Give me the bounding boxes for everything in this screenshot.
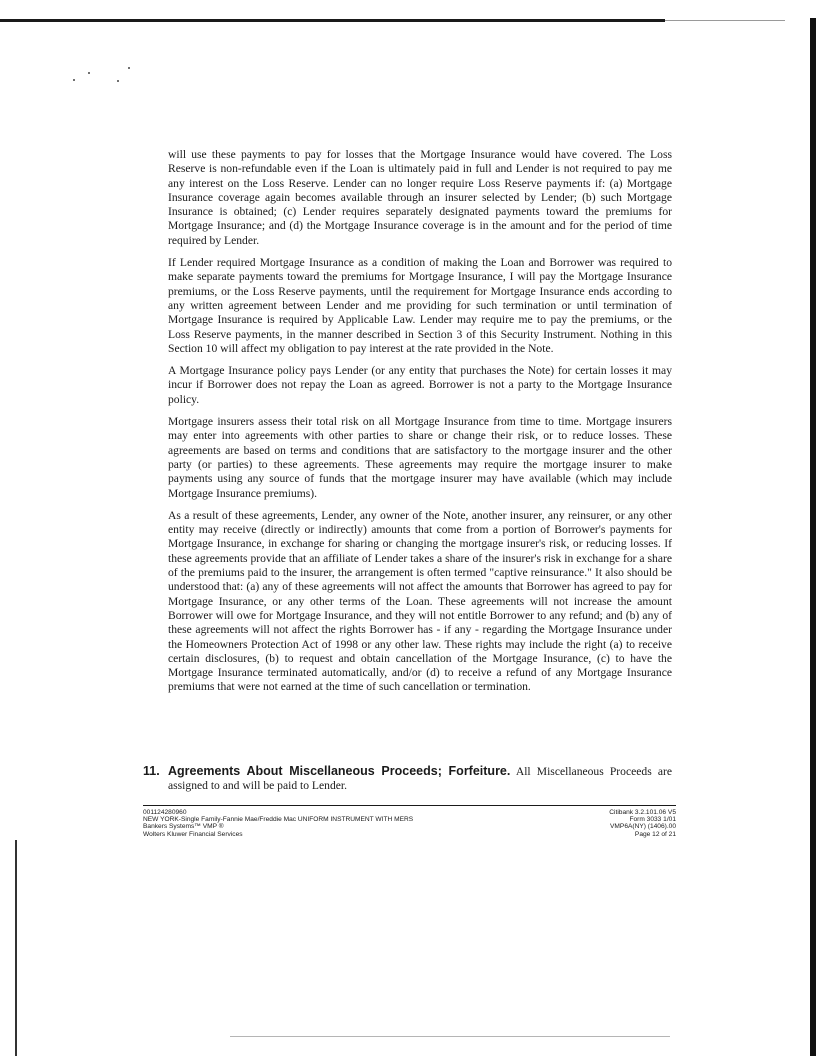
scan-border-top-faint xyxy=(665,20,785,21)
paragraph-loss-reserve: will use these payments to pay for losses that the Mortgage Insurance would have covered. The Loss Reserve is non-refundable even if the Loan is ultimately paid in full and Lender is not required to pay me any interest on the Loss Reserve. Lender can no longer require Loss Reserve payments if: (a) Mortgage Insurance coverage again becomes available through an insurer selected by Lender; (b) such Mortgage Insurance is obtained; (c) Lender requires separately designated payments toward the premiums for Mortgage Insurance; and (d) the Mortgage Insurance coverage is in the amount and for the period of time required by Lender. xyxy=(168,148,672,247)
publisher-name: Wolters Kluwer Financial Services xyxy=(143,830,243,838)
vmp-code: VMP6A(NY) (1406).00 xyxy=(610,823,676,831)
scan-speck xyxy=(128,67,130,69)
section-11 xyxy=(143,764,672,794)
paragraph-mortgage-insurers-risk: Mortgage insurers assess their total risk on all Mortgage Insurance from time to time. Mortgage insurers may enter into agreements with other parties to share or change their risk, or to reduce losses. These agreements are based on terms and conditions that are satisfactory to the mortgage insurer and the other party (or parties) to these agreements. These agreements may require the mortgage insurer to make payments using any source of funds that the mortgage insurer may have available (which may include Mortgage Insurance premiums). xyxy=(168,415,672,500)
scan-speck xyxy=(88,72,90,74)
section-number: 11. xyxy=(143,764,160,778)
footer-rule xyxy=(143,805,676,806)
scan-border-left xyxy=(15,840,17,1056)
page-number: Page 12 of 21 xyxy=(634,830,676,838)
scan-border-bottom xyxy=(230,1036,670,1037)
publisher-line: Bankers Systems™ VMP ® xyxy=(143,823,224,831)
scan-border-top xyxy=(0,19,665,22)
paragraph-mortgage-insurance-policy: A Mortgage Insurance policy pays Lender (or any entity that purchases the Note) for certain losses it may incur if Borrower does not repay the Loan as agreed. Borrower is not a party to the Mortgage Insurance policy. xyxy=(168,364,672,406)
paragraph-agreements-result: As a result of these agreements, Lender, any owner of the Note, another insurer, any reinsurer, or any other entity may receive (directly or indirectly) amounts that come from a portion of Borrower's payments for Mortgage Insurance, in exchange for sharing or changing the mortgage insurer's risk, or reducing losses. If these agreements provide that an affiliate of Lender takes a share of the insurer's risk in exchange for a share of the premiums paid to the insurer, the arrangement is often termed "captive reinsurance." It also should be understood that: (a) any of these agreements will not affect the amounts that Borrower has agreed to pay for Mortgage Insurance, or any other terms of the Loan. These agreements will not increase the amount Borrower will owe for Mortgage Insurance, and they will not entitle Borrower to any refund; and (b) any of these agreements will not affect the rights Borrower has - if any - regarding the Mortgage Insurance under the Homeowners Protection Act of 1998 or any other law. These rights may include the right (a) to receive certain disclosures, (b) to request and obtain cancellation of the Mortgage Insurance, (c) to have the Mortgage Insurance terminated automatically, and/or (d) to receive a refund of any Mortgage Insurance premiums that were not earned at the time of such cancellation or termination. xyxy=(168,508,672,694)
document-body xyxy=(168,148,672,703)
section-body: All Miscellaneous Proceeds are assigned to and will be paid to Lender. xyxy=(168,765,672,793)
loan-number: 001124280960 xyxy=(143,809,187,816)
paragraph-mortgage-insurance-condition: If Lender required Mortgage Insurance as a condition of making the Loan and Borrower was required to make separate payments toward the premiums for Mortgage Insurance, I will pay the Mortgage Insurance premiums, or the Loss Reserve payments, until the requirement for Mortgage Insurance ends according to any written agreement between Lender and me providing for such termination or until termination of Mortgage Insurance is required by Applicable Law. Lender may require me to pay the premiums, or the Loss Reserve payments, in the manner described in Section 3 of this Security Instrument. Nothing in this Section 10 will affect my obligation to pay interest at the rate provided in the Note. xyxy=(168,256,672,355)
scan-speck xyxy=(117,80,119,82)
scan-speck xyxy=(73,79,75,81)
footer-left xyxy=(143,809,503,838)
scan-border-right xyxy=(810,18,816,1056)
form-number: Form 3033 1/01 xyxy=(629,816,676,824)
section-heading: Agreements About Miscellaneous Proceeds; Forfeiture. xyxy=(168,764,511,778)
section-11-text xyxy=(168,764,672,794)
version-code: Citibank 3.2.101.06 V5 xyxy=(609,809,676,816)
form-description: NEW YORK-Single Family-Fannie Mae/Freddie Mac UNIFORM INSTRUMENT WITH MERS xyxy=(143,816,414,824)
footer-right xyxy=(540,809,676,838)
